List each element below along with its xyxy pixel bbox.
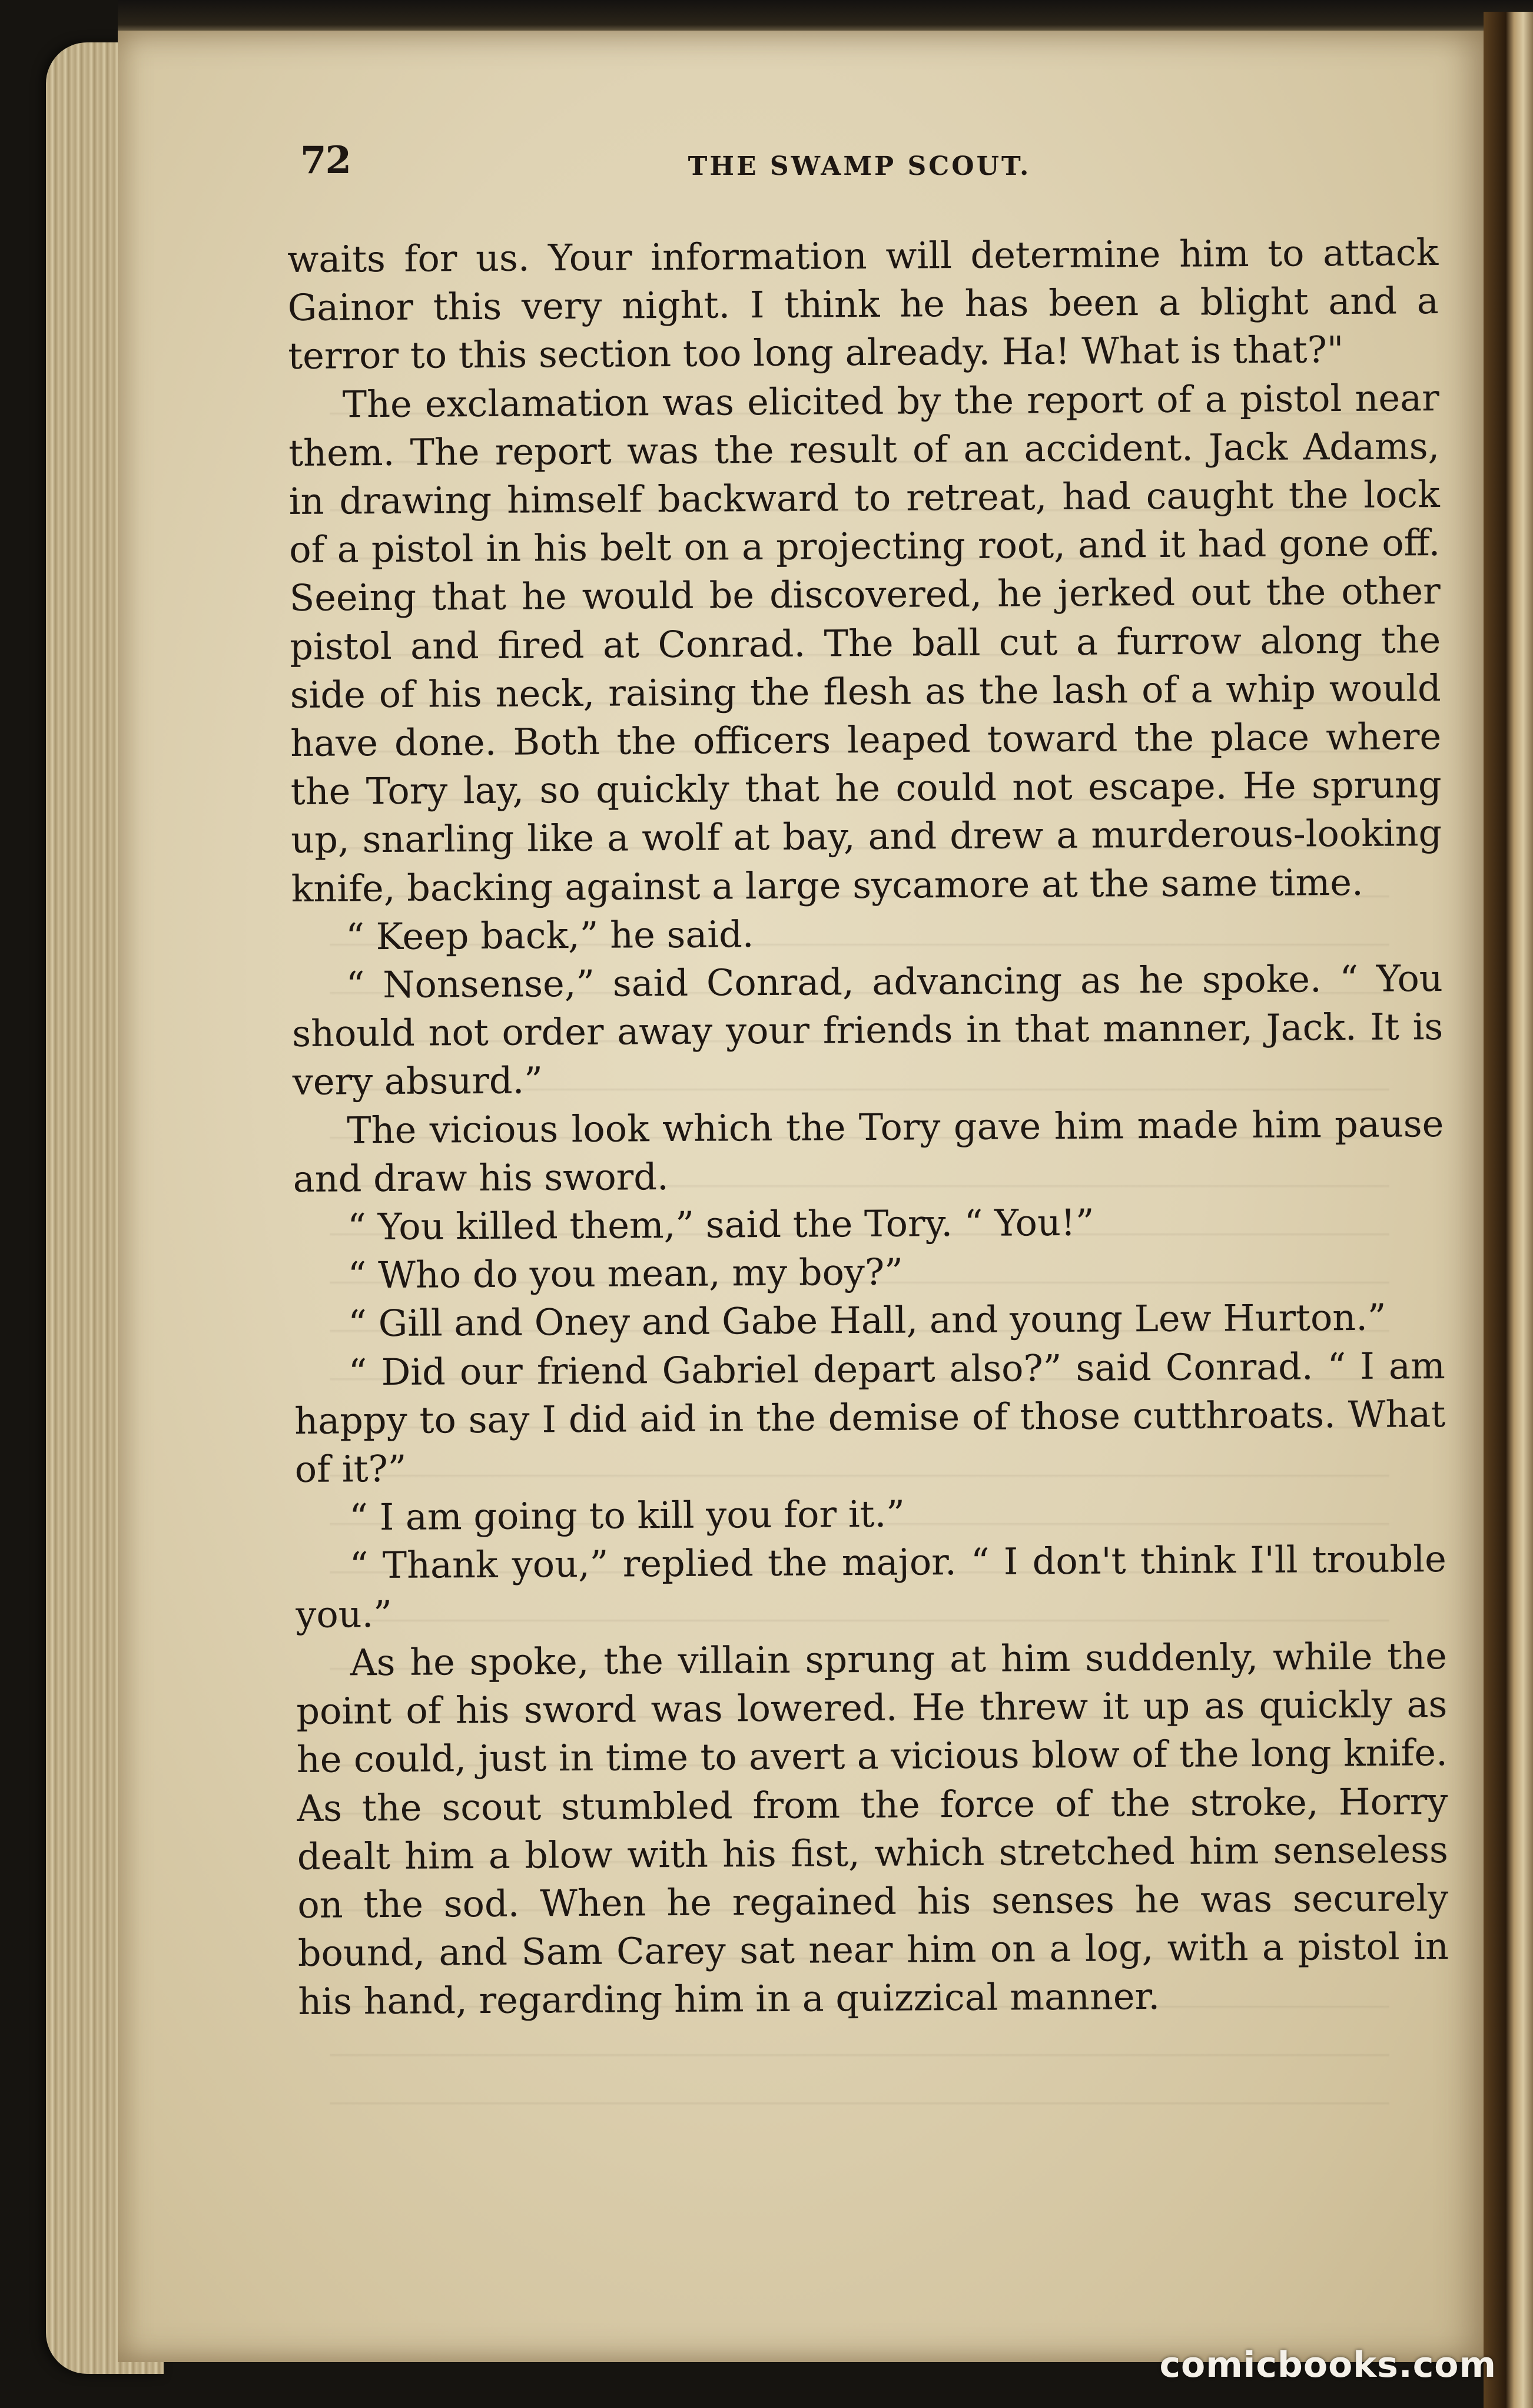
paragraph: The exclamation was elicited by the report of a pistol near them. The report was the result of an accident. Jack Adams, in drawing himself backward to retreat, had caught the lock of a pistol in his belt on a projecting root, and it had gone off. Seeing that he would be discovered, he jerked out the other pistol and fired at Conrad. The ball cut a furrow along the side of his neck, raising the flesh as the lash of a whip would have done. Both the officers leaped toward the place where the Tory lay, so quickly that he could not escape. He sprung up, snarling like a wolf at bay, and drew a murderous-looking knife, backing against a large sycamore at the same time.	[288, 376, 1442, 910]
paragraph: The vicious look which the Tory gave him made him pause and draw his sword.	[293, 1102, 1444, 1200]
paragraph: “ Thank you,” replied the major. “ I don't think I'll trouble you.”	[296, 1537, 1446, 1636]
body-text	[287, 228, 1449, 2026]
paragraph: “ Did our friend Gabriel depart also?” said Conrad. “ I am happy to say I did aid in the demise of those cutthroats. What of it?”	[294, 1344, 1446, 1491]
paragraph: “ I am going to kill you for it.”	[349, 1492, 905, 1539]
paragraph: waits for us. Your information will determine him to attack Gainor this very night. I think he has been a blight and a terror to this section too long already. Ha! What is that?"	[287, 231, 1439, 378]
watermark: comicbooks.com	[1159, 2344, 1496, 2386]
paragraph: As he spoke, the villain sprung at him suddenly, while the point of his sword was lowered. He threw it up as quickly as he could, just in time to avert a vicious blow of the long knife. As the scout stumbled from the force of the stroke, Horry dealt him a blow with his fist, which stretched him senseless on the sod. When he regained his senses he was securely bound, and Sam Carey sat near him on a log, with a pistol in his hand, regarding him in a quizzical manner.	[296, 1634, 1449, 2024]
paragraph: “ You killed them,” said the Tory. “ You!”	[347, 1200, 1094, 1249]
top-shadow	[118, 0, 1533, 35]
paragraph: “ Gill and Oney and Gabe Hall, and young Lew Hurton.”	[348, 1296, 1386, 1345]
paragraph: “ Nonsense,” said Conrad, advancing as he spoke. “ You should not order away your friends in that manner, Jack. It is very absurd.”	[292, 957, 1444, 1104]
page-number: 72	[300, 138, 351, 183]
paragraph: “ Who do you mean, my boy?”	[347, 1250, 904, 1297]
binding-gutter	[1484, 12, 1533, 2408]
running-title: THE SWAMP SCOUT.	[688, 151, 1031, 181]
paragraph: “ Keep back,” he said.	[346, 913, 754, 958]
running-head	[300, 138, 1419, 203]
